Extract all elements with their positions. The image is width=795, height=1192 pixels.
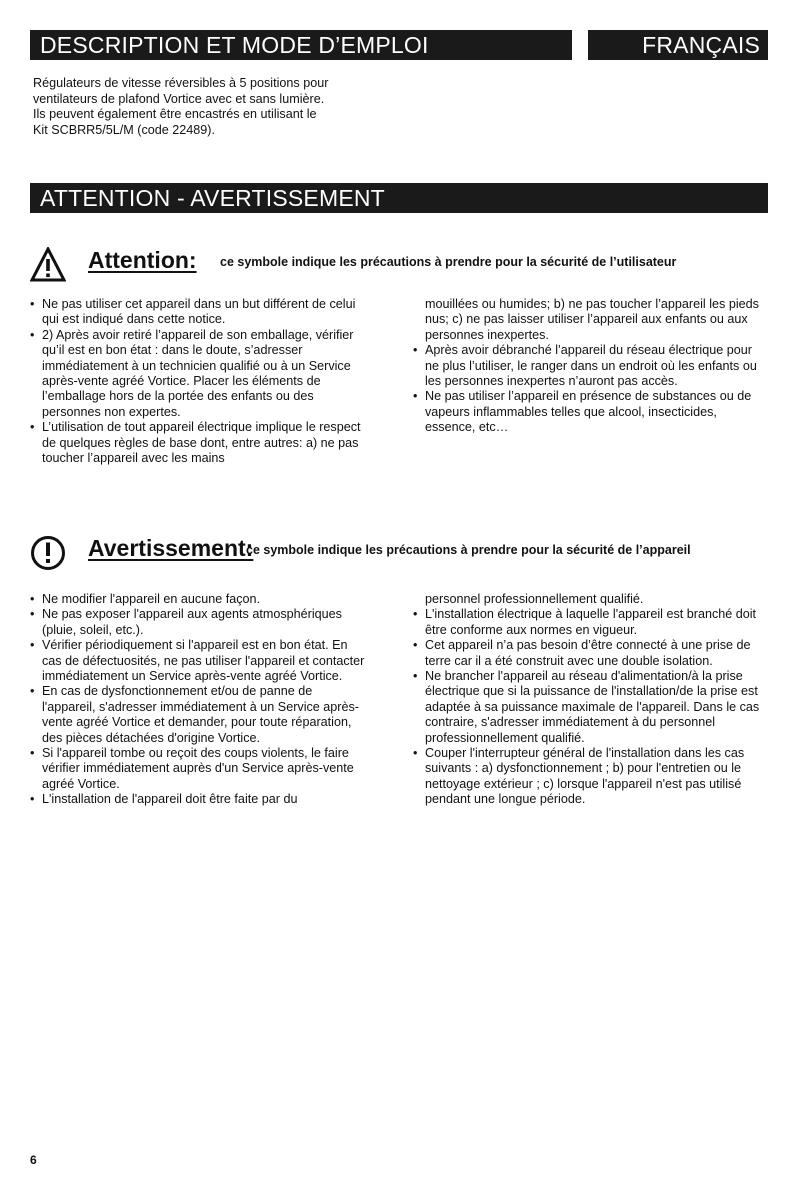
avertissement-heading <box>30 535 775 575</box>
list-item: • L'installation électrique à laquelle l'appareil est branché doit être conforme aux normes en vigueur. <box>413 607 767 638</box>
list-item: • Couper l'interrupteur général de l'installation dans les cas suivants : a) dysfonctionnement ; b) pour l'entretien ou le nettoyage extérieur ; c) lorsque l'appareil n'est pas utilisé pendant une longue période. <box>413 746 767 808</box>
attention-left-column <box>30 297 368 466</box>
attention-subtitle: ce symbole indique les précautions à prendre pour la sécurité de l’utilisateur <box>220 255 677 269</box>
attention-title: Attention: <box>88 247 197 273</box>
warning-triangle-icon <box>30 247 66 283</box>
list-item: • L’utilisation de tout appareil électrique implique le respect de quelques règles de base dont, entre autres: a) ne pas toucher l’appareil avec les mains <box>30 420 368 466</box>
list-item: • Ne modifier l'appareil en aucune façon. <box>30 592 368 607</box>
page-number: 6 <box>30 1153 37 1167</box>
exclamation-circle-icon <box>30 535 66 571</box>
list-item: • Après avoir débranché l’appareil du réseau électrique pour ne plus l’utiliser, le ranger dans un endroit où les enfants ou les personnes inexpertes n’auront pas accès. <box>413 343 767 389</box>
section-header-description: DESCRIPTION ET MODE D’EMPLOI <box>30 30 572 60</box>
intro-line: ventilateurs de plafond Vortice avec et sans lumière. <box>33 91 325 106</box>
list-item: • Ne pas utiliser cet appareil dans un but différent de celui qui est indiqué dans cette notice. <box>30 297 368 328</box>
avertissement-title: Avertissement: <box>88 535 254 561</box>
intro-paragraph <box>33 76 393 138</box>
list-item: • Cet appareil n’a pas besoin d’être connecté à une prise de terre car il a été construit avec une double isolation. <box>413 638 767 669</box>
list-item: • Ne brancher l'appareil au réseau d'alimentation/à la prise électrique que si la puissance de l'installation/de la prise est adaptée à sa puissance maximale de l'appareil. Dans le cas contraire, s'adresser immédiatement à du personnel professionnellement qualifié. <box>413 669 767 746</box>
list-item-continuation: mouillées ou humides; b) ne pas toucher l’appareil les pieds nus; c) ne pas laisser utiliser l’appareil aux enfants ou aux personnes inexpertes. <box>425 297 759 342</box>
attention-right-column <box>413 297 767 436</box>
list-item-continuation: personnel professionnellement qualifié. <box>425 592 644 606</box>
section-header-attention: ATTENTION - AVERTISSEMENT <box>30 183 768 213</box>
avertissement-subtitle: ce symbole indique les précautions à prendre pour la sécurité de l’appareil <box>246 543 691 557</box>
attention-heading <box>30 247 775 287</box>
list-item: • Ne pas utiliser l’appareil en présence de substances ou de vapeurs inflammables telles que alcool, insecticides, essence, etc… <box>413 389 767 435</box>
list-item: • 2) Après avoir retiré l’appareil de son emballage, vérifier qu’il est en bon état : dans le doute, s’adresser immédiatement à un technicien qualifié ou à un Service après-vente agréé Vortice. Placer les éléments de l’emballage hors de la portée des enfants ou des personnes non expertes. <box>30 328 368 420</box>
list-item: • Si l'appareil tombe ou reçoit des coups violents, le faire vérifier immédiatement auprès d'un Service après-vente agréé Vortice. <box>30 746 368 792</box>
avertissement-right-column <box>413 592 767 808</box>
language-label: FRANÇAIS <box>588 30 768 60</box>
list-item: • L'installation de l'appareil doit être faite par du <box>30 792 368 807</box>
intro-line: Ils peuvent également être encastrés en utilisant le <box>33 107 317 121</box>
intro-line: Kit SCBRR5/5L/M (code 22489). <box>33 122 215 137</box>
list-item: • Ne pas exposer l'appareil aux agents atmosphériques (pluie, soleil, etc.). <box>30 607 368 638</box>
list-item: • En cas de dysfonctionnement et/ou de panne de l'appareil, s'adresser immédiatement à un Service après-vente agréé Vortice et demander, pour toute réparation, des pièces détachées d'origine Vortice. <box>30 684 368 746</box>
intro-line: Régulateurs de vitesse réversibles à 5 positions pour <box>33 76 329 90</box>
list-item: • Vérifier périodiquement si l'appareil est en bon état. En cas de défectuosités, ne pas utiliser l'appareil et contacter immédiatement un Service après-vente agréé Vortice. <box>30 638 368 684</box>
avertissement-left-column <box>30 592 368 808</box>
